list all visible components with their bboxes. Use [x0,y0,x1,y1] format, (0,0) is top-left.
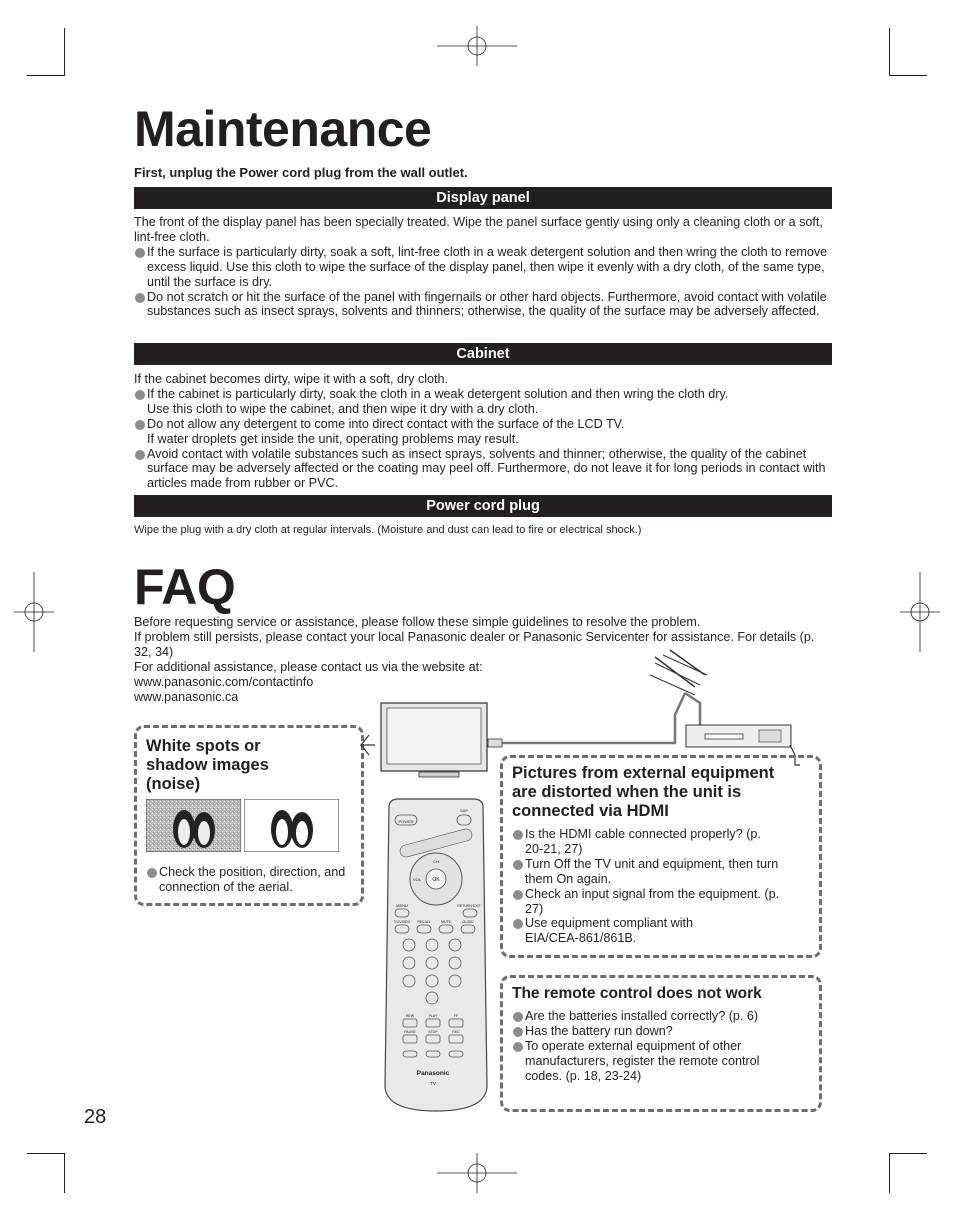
remote-heading: The remote control does not work [512,985,762,1002]
faq-title: FAQ [134,559,236,615]
bullet-line: Do not allow any detergent to come into direct contact with the surface of the LCD TV. [147,416,625,431]
faq-intro-line: For additional assistance, please contact us via the website at: [134,659,483,674]
hdmi-box [500,755,822,958]
hdmi-bullet: Check an input signal from the equipment. (p. 27) [512,887,785,917]
hdmi-bullet: Is the HDMI cable connected properly? (p. 20-21, 27) [512,827,765,857]
remote-return-label: RETURN EXIT [457,904,481,908]
remote-mute-label: MUTE [441,920,451,924]
remote-vol-label: VOL [412,877,422,882]
remote-bullet: To operate external equipment of other manufacturers, register the remote control codes. (p. 18, 23-24) [512,1039,765,1084]
cabinet-bullet [134,417,834,447]
cabinet-bullet [134,447,834,492]
noise-bullet: Check the position, direction, and connection of the aerial. [146,865,359,895]
hdmi-bullet: Use equipment compliant with EIA/CEA-861/861B. [512,916,725,946]
remote-brand-label: Panasonic [416,1070,450,1077]
power-cord-text: Wipe the plug with a dry cloth at regular intervals. (Moisture and dust can lead to fire or electrical shock.) [134,524,642,536]
remote-rew-label: REW [405,1014,415,1018]
bullet-line: If water droplets get inside the unit, operating problems may result. [147,431,519,446]
faq-intro-line: Before requesting service or assistance, please follow these simple guidelines to resolve the problem. [134,615,701,629]
remote-rec-label: REC [452,1030,460,1034]
cabinet-text: If the cabinet becomes dirty, wipe it with a soft, dry cloth. [134,372,449,386]
remote-bullets [512,1009,802,1084]
remote-pause-label: PAUSE [404,1030,416,1034]
display-panel-heading: Display panel [134,187,832,209]
maintenance-intro: First, unplug the Power cord plug from the wall outlet. [134,165,468,180]
remote-sap-label: SAP [459,808,469,813]
remote-control-image [381,797,491,1113]
remote-tv-label: TV [430,1081,436,1086]
hdmi-bullet: Turn Off the TV unit and equipment, then turn them On again. [512,857,802,887]
registration-mark-right [900,572,940,652]
remote-tvvideo-label: TV/VIDEO [393,920,411,924]
remote-recall-label: RECALL [417,920,431,924]
remote-power-label: POWER [398,819,414,824]
display-panel-bullet: Do not scratch or hit the surface of the panel with fingernails or other hard objects. Furthermore, avoid contact with volatile substances such as insect sprays, solvents and thinners; otherwise, the quality of the surface may be adversely affected. [134,290,834,320]
display-panel-section [134,215,834,319]
remote-bullet: Are the batteries installed correctly? (p. 6) [512,1009,802,1024]
remote-guide-label: GUIDE [462,920,474,924]
hdmi-bullets [512,827,802,946]
noisy-penguins-image [146,799,241,852]
noise-heading: White spots or shadow images (noise) [146,737,269,793]
remote-ch-label: CH [433,859,439,864]
faq-intro-line: If problem still persists, please contact your local Panasonic dealer or Panasonic Servicenter for assistance. For details (p. 32, 34) [134,629,815,659]
remote-box [500,975,822,1112]
hdmi-heading: Pictures from external equipment are distorted when the unit is connected via HDMI [512,764,775,820]
remote-ok-label: OK [432,877,440,883]
website-link[interactable]: www.panasonic.com/contactinfo [134,674,314,689]
clear-penguins-image [244,799,339,852]
registration-mark-bottom [437,1153,517,1193]
bullet-line: Avoid contact with volatile substances such as insect sprays, solvents and thinner; otherwise, the quality of the cabinet surface may be adversely affected or the coating may peel off. Furthermore, do not leave it for long periods in contact with articles made from rubber or PVC. [147,446,826,491]
maintenance-title: Maintenance [134,101,432,157]
cabinet-section [134,372,834,491]
registration-mark-top [437,26,517,66]
remote-ff-label: FF [453,1014,459,1018]
cabinet-bullet [134,387,834,417]
noise-box [134,725,364,906]
registration-mark-left [14,572,54,652]
bullet-line: If the cabinet is particularly dirty, soak the cloth in a weak detergent solution and then wring the cloth dry. [147,386,729,401]
bullet-line: Use this cloth to wipe the cabinet, and then wipe it dry with a dry cloth. [147,401,539,416]
cabinet-heading: Cabinet [134,343,832,365]
remote-stop-label: STOP [428,1030,438,1034]
power-cord-heading: Power cord plug [134,495,832,517]
remote-bullet: Has the battery run down? [512,1024,802,1039]
display-panel-bullet: If the surface is particularly dirty, soak a soft, lint-free cloth in a weak detergent solution and then wring the cloth to remove excess liquid. Use this cloth to wipe the surface of the display panel, then wipe it evenly with a dry cloth, of the same type, until the surface is dry. [134,245,834,290]
page-number: 28 [84,1106,107,1128]
display-panel-text: The front of the display panel has been specially treated. Wipe the panel surface gently using only a cleaning cloth or a soft, lint-free cloth. [134,215,823,244]
website-link[interactable]: www.panasonic.ca [134,689,239,704]
remote-menu-label: MENU [396,903,408,908]
remote-play-label: PLAY [428,1014,438,1018]
